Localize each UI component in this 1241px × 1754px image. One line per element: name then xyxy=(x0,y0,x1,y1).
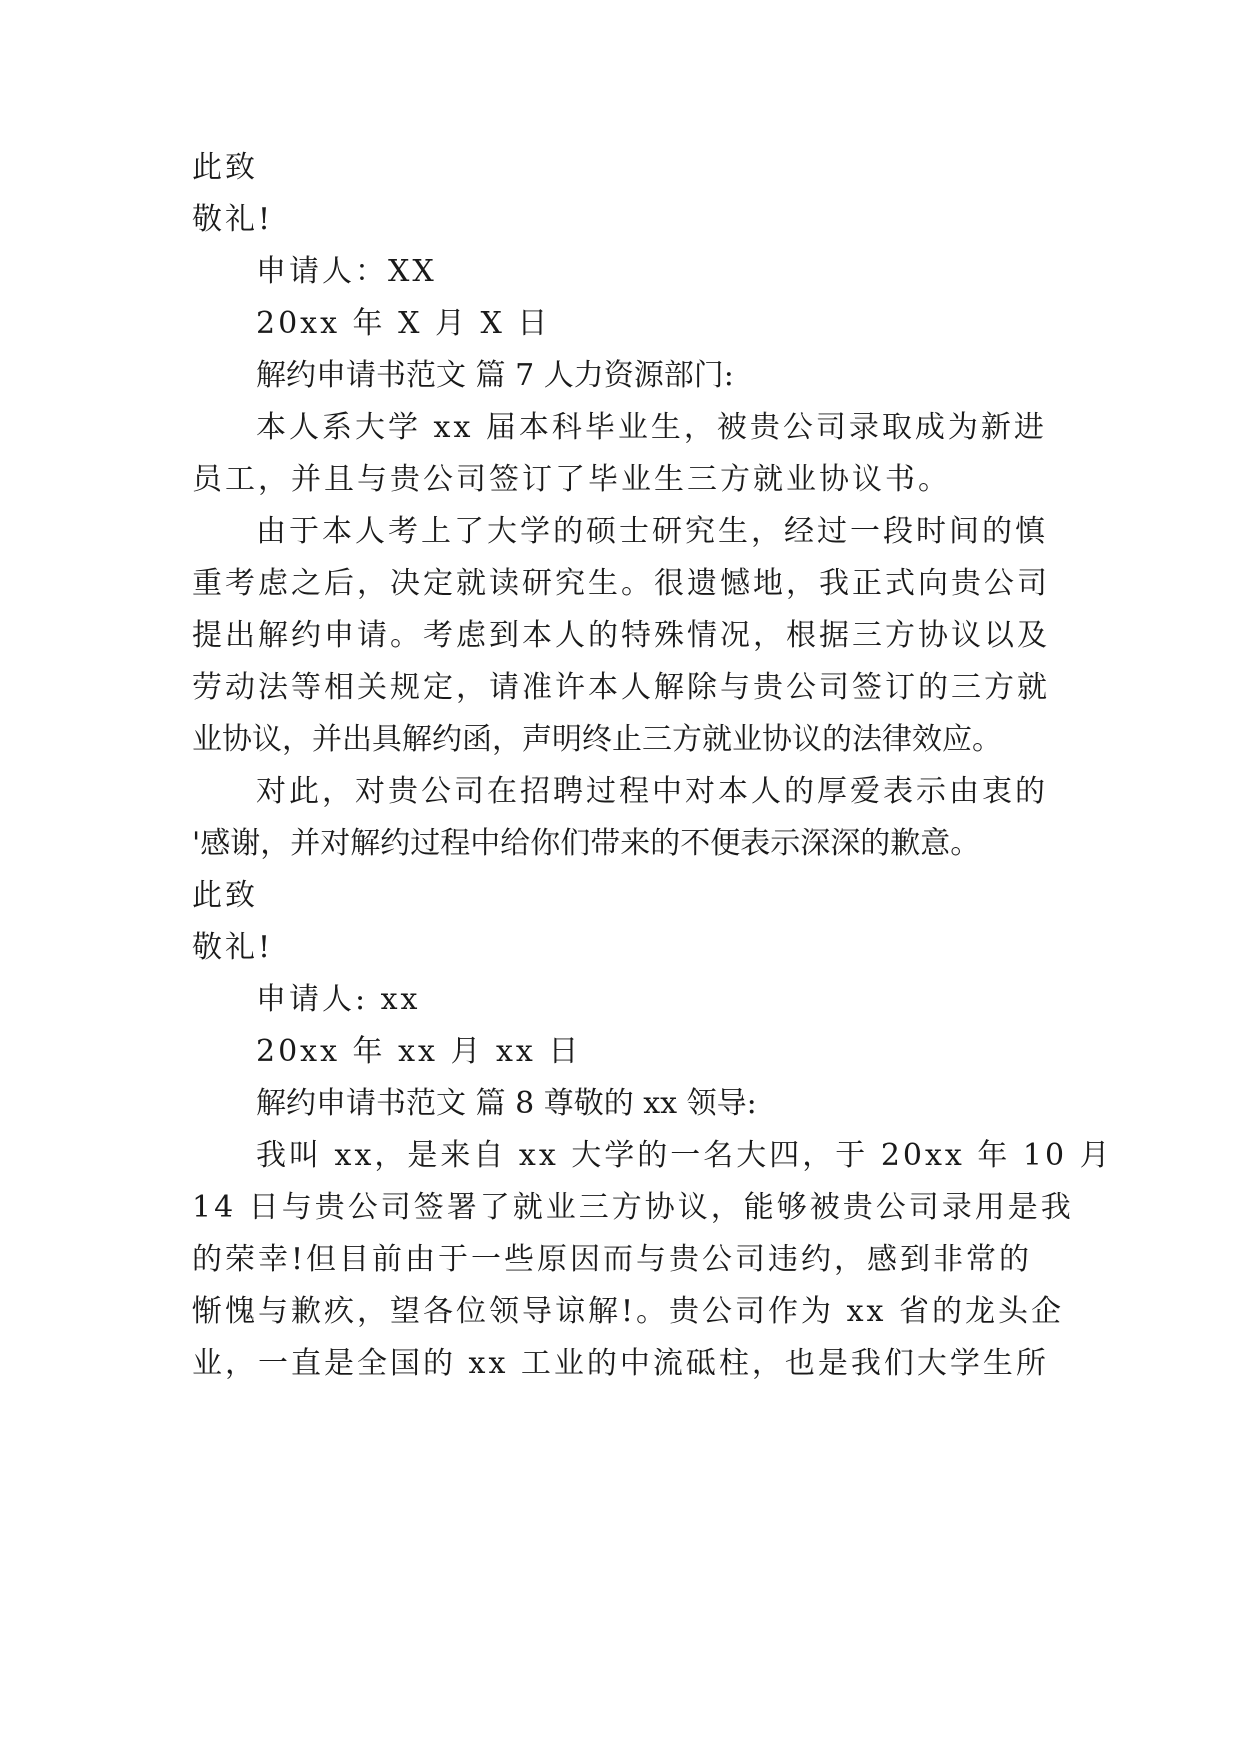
paragraph-line: 员工，并且与贵公司签订了毕业生三方就业协议书。 xyxy=(192,462,951,497)
paragraph-line: 由于本人考上了大学的硕士研究生，经过一段时间的慎 xyxy=(256,514,1048,549)
date-line: 20xx 年 X 月 X 日 xyxy=(256,306,551,341)
paragraph-line: 惭愧与歉疚，望各位领导谅解!。贵公司作为 xx 省的龙头企 xyxy=(192,1294,1064,1329)
paragraph-line: 业，一直是全国的 xx 工业的中流砥柱，也是我们大学生所 xyxy=(192,1346,1049,1381)
salutation-line: 敬礼! xyxy=(192,930,274,965)
applicant-line: 申请人: xx xyxy=(256,982,421,1017)
applicant-line: 申请人：XX xyxy=(256,254,437,289)
paragraph-line: 重考虑之后，决定就读研究生。很遗憾地，我正式向贵公司 xyxy=(192,566,1050,601)
paragraph-line: 提出解约申请。考虑到本人的特殊情况，根据三方协议以及 xyxy=(192,618,1050,653)
date-line: 20xx 年 xx 月 xx 日 xyxy=(256,1034,582,1069)
paragraph-line: 14 日与贵公司签署了就业三方协议，能够被贵公司录用是我 xyxy=(192,1190,1074,1225)
closing-line: 此致 xyxy=(192,150,258,185)
salutation-line: 敬礼! xyxy=(192,202,274,237)
paragraph-line: 本人系大学 xx 届本科毕业生，被贵公司录取成为新进 xyxy=(256,410,1047,445)
paragraph-line: 对此，对贵公司在招聘过程中对本人的厚爱表示由衷的 xyxy=(256,774,1048,809)
paragraph-line: 业协议，并出具解约函，声明终止三方就业协议的法律效应。 xyxy=(192,722,1002,757)
section-heading: 解约申请书范文 篇 7 人力资源部门: xyxy=(256,358,734,393)
closing-line: 此致 xyxy=(192,878,258,913)
paragraph-line: 我叫 xx，是来自 xx 大学的一名大四，于 20xx 年 10 月 xyxy=(256,1138,1113,1173)
paragraph-line: '感谢，并对解约过程中给你们带来的不便表示深深的歉意。 xyxy=(192,826,981,861)
paragraph-line: 劳动法等相关规定，请准许本人解除与贵公司签订的三方就 xyxy=(192,670,1050,705)
section-heading: 解约申请书范文 篇 8 尊敬的 xx 领导: xyxy=(256,1086,757,1121)
paragraph-line: 的荣幸!但目前由于一些原因而与贵公司违约，感到非常的 xyxy=(192,1242,1033,1277)
